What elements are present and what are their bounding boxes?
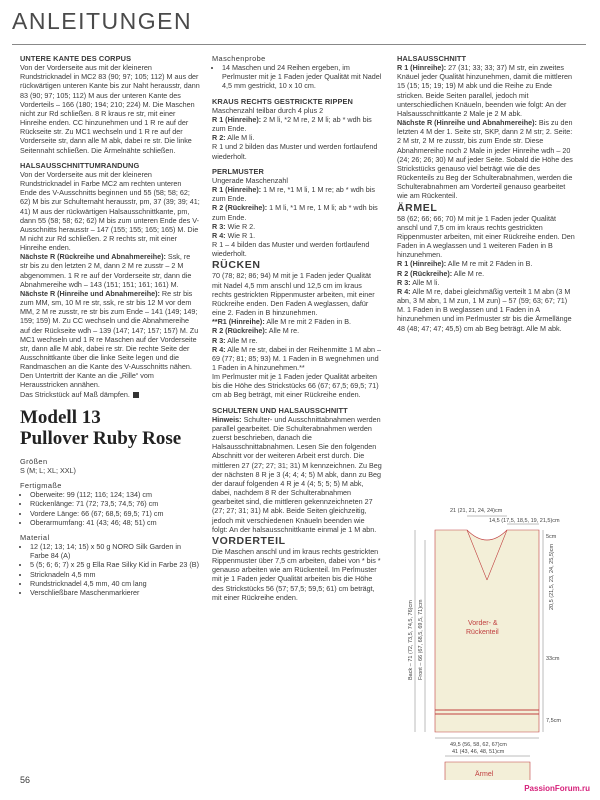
- paragraph: R 1 – 4 bilden das Muster und werden fortlaufend wiederholt.: [212, 239, 370, 259]
- dim-shoulder: 14,5 (17,5, 18,5, 19, 21,5)cm: [489, 518, 560, 524]
- dim-side: 33cm: [546, 656, 560, 662]
- section-title: HALSAUSSCHNITT: [397, 54, 467, 63]
- paragraph: [212, 115, 382, 133]
- model-title: [20, 407, 200, 449]
- row-text: Bis zu den letzten 4 M der 1. Seite str, SKP, dann 2 M str; 2. Seite: 2 M str, 2 M re zusstr, bis zum Ende str. Diese Abnahmereihe noch 2 Male in jeder Hinreihe wdh – 20 (24; 26; 26; 30) M auf jeder Seite. Sobald die Höhe des Strickstücks genauso viel beträgt wie die des Rückenteils zu Beg der Schulterabnahmen, werden die Schulterabnahmen am Vorderteil genauso gearbeitet wie am Rückenteil.: [397, 118, 573, 201]
- row-text: 1 M li, *1 M re, 1 M li; ab * wdh bis zum Ende.: [212, 203, 378, 222]
- material-list: [20, 542, 200, 597]
- list-item: • Oberarmumfang: 41 (43; 46; 48; 51) cm: [30, 518, 200, 527]
- section-title: ÄRMEL: [397, 201, 438, 214]
- dim-top-width: 21 (21, 21, 24, 24)cm: [450, 508, 503, 514]
- end-square-icon: [133, 392, 139, 398]
- row-label: Hinweis:: [212, 414, 242, 424]
- row-text: Alle M re, dabei gleichmäßig verteilt 1 M abn (3 M abn, 3 M abn, 1 M zun, 1 M zun) – 57 (59; 63; 67; 71) M. 1 Faden in B weglassen und 1 Faden in A hinzunehmen und im Perlmuster str bis die Ärmellänge 48 (48; 47; 47; 45,5) cm ab Beg beträgt. Alle M abk.: [397, 286, 572, 333]
- row-label: R 1 (Hinreihe):: [212, 185, 262, 195]
- gauge-list: [212, 63, 382, 90]
- row-label: R 3:: [397, 277, 411, 287]
- row-label: R 3:: [212, 335, 226, 345]
- sizes-text: S (M; L; XL; XXL): [20, 465, 76, 475]
- page-number: 56: [20, 775, 31, 785]
- list-item: • Vordere Länge: 66 (67; 68,5; 69,5; 71) cm: [30, 509, 200, 518]
- column-3: [397, 54, 577, 333]
- row-text: 2 M li, *2 M re, 2 M li; ab * wdh bis zum Ende.: [212, 114, 372, 134]
- section-title: PERLMUSTER: [212, 166, 264, 176]
- paragraph: Maschenzahl teilbar durch 4 plus 2: [212, 105, 324, 115]
- paragraph: Die Maschen anschl und im kraus rechts gestrickten Rippenmuster über 7,5 cm arbeiten, dabei von * bis * genauso arbeiten wie am Rückenteil. Im Perlmuster mit je 1 Faden jeder Qualität arbeiten bis die Höhe des Strickstücks 56 (57; 57,5; 59,5; 61) cm beträgt, mit einer Rückreihe enden.: [212, 546, 381, 602]
- list-item: • 5 (5; 6; 6; 7) x 25 g Ella Rae Silky Kid in Farbe 23 (B): [30, 560, 200, 569]
- row-label: R 2 (Rückreihe):: [212, 203, 268, 213]
- model-title-line: Modell 13: [20, 406, 101, 428]
- row-text: Das Strickstück auf Maß dämpfen.: [20, 389, 130, 399]
- dim-rib: 7,5cm: [546, 718, 561, 724]
- paragraph: R 1 und 2 bilden das Muster und werden fortlaufend wiederholt.: [212, 142, 378, 161]
- list-item: • Verschließbare Maschenmarkierer: [30, 588, 200, 597]
- dim-front-length: Front – 66 (67, 68,5, 69,5, 71)cm: [418, 599, 424, 680]
- dim-back-length: Back – 71 (72, 73,5, 74,5, 76)cm: [408, 600, 414, 680]
- dim-neck-depth: 5cm: [546, 534, 557, 540]
- paragraph: Von der Vorderseite aus mit der kleineren Rundstricknadel in Farbe MC2 am rechten unteren Ende des V-Ausschnitts beginnen und 55 (58; 58; 62; 62) M bis zur Schulternaht herausstr, pm, 37 (39; 39; 41; 41) M aus der rückwärtigen Halsausschnittkante, pm, dann 55 (58; 58; 62; 62) M bis zum unteren Ende des V-Ausschnitts herausstr – 147 (155; 155; 165; 165) M. Die M nicht zur Rd schließen. 2 R rechts str, mit einer Hinreihe enden.: [20, 169, 200, 253]
- paragraph: [20, 252, 200, 289]
- column-1: [20, 54, 200, 597]
- section-title: HALSAUSSCHNITTUMRANDUNG: [20, 160, 140, 170]
- title-divider: [12, 44, 586, 45]
- row-label: R 1 (Hinreihe):: [397, 63, 447, 73]
- paragraph: [212, 133, 382, 142]
- row-text: Ssk, re str bis zu den letzten 2 M, dann 2 M re zusstr – 2 M abgenommen. 1 R re auf der Vorderseite str, dann die Abnahmereihe wdh – 143 (151; 151; 161; 161) M.: [20, 252, 192, 289]
- row-label: Nächste R (Hinreihe und Abnahmereihe):: [397, 118, 537, 128]
- paragraph: [212, 415, 382, 534]
- row-label: R 4:: [212, 344, 226, 354]
- row-text: Alle M li.: [412, 277, 440, 287]
- paragraph: [212, 326, 382, 335]
- paragraph: Im Perlmuster mit je 1 Faden jeder Qualität arbeiten bis die Höhe des Strickstücks 66 (67; 67,5; 69,5; 71) cm ab Beg beträgt, mit einer Rückreihe enden.: [212, 372, 379, 400]
- paragraph: [212, 203, 382, 221]
- material-title: Material: [20, 532, 50, 542]
- dim-bottom-width: 49,5 (56, 58, 62, 67)cm: [450, 742, 507, 748]
- paragraph: [212, 345, 382, 372]
- paragraph: [397, 259, 577, 268]
- section-title: SCHULTERN UND HALSAUSSCHNITT: [212, 405, 348, 415]
- measures-title: Fertigmaße: [20, 481, 62, 491]
- paragraph: 58 (62; 66; 66; 70) M mit je 1 Faden jeder Qualität anschl und 7,5 cm im kraus rechts gestrickten Rippenmuster arbeiten, mit einer Rückreihe enden. Den Faden in A weglassen und 1 weiteren Faden in B hinzunehmen.: [397, 213, 575, 260]
- list-item: • 12 (12; 13; 14; 15) x 50 g NORO Silk Garden in Farbe 84 (A): [30, 542, 200, 560]
- list-item: • Rückenlänge: 71 (72; 73,5; 74,5; 76) cm: [30, 499, 200, 508]
- paragraph: [20, 390, 200, 399]
- row-text: Alle M re str, dabei in der Reihenmitte 1 M abn – 69 (77; 81; 85; 93) M. 1 Faden in B wegnehmen und 1 Faden in A hinzunehmen.**: [212, 344, 382, 372]
- section-title: Maschenprobe: [212, 54, 266, 63]
- paragraph: [397, 118, 577, 200]
- row-label: R 3:: [212, 221, 226, 231]
- dim-sleeve-top: 41 (43, 46, 48, 51)cm: [452, 749, 505, 755]
- paragraph: [397, 269, 577, 278]
- paragraph: [20, 289, 200, 390]
- row-label: R 4:: [397, 286, 411, 296]
- section-title: UNTERE KANTE DES CORPUS: [20, 54, 132, 63]
- row-text: Schulter- und Ausschnittabnahmen werden parallel gearbeitet. Die Schulterabnahmen werden zuerst beschrieben, danach die Halsausschnittabnahmen. Lesen Sie den folgenden Abschnitt vor der weiteren Arbeit erst durch. Die mittleren 27 (27; 27; 31; 31) M kennzeichnen. Zu Beg der nächsten 8 R je 3 (4; 4; 4; 5) M abk, dann zu Beg der darauf folgenden 4 R je 4 (4; 5; 5; 5) M abk, dabei, nachdem 8 R der Schulterabnahmen gearbeitet sind, die mittleren gekennzeichneten 27 (27; 27; 31; 31) M abk. Beide Seiten gleichzeitig, jedoch mit verschiedenen Knäueln beenden wie folgt: An der halsausschnittkante einmal je 1 M abn.: [212, 414, 382, 534]
- paragraph: [397, 63, 577, 118]
- paragraph: 70 (78; 82; 86; 94) M mit je 1 Faden jeder Qualität mit Nadel 4,5 mm anschl und 12,5 cm im kraus rechts gestrickten Rippenmuster arbeiten, mit einer Rückreihe enden. Den Faden A weglassen, dafür eine 2. Faden in B hinzunehmen.: [212, 271, 375, 318]
- list-item: • Stricknadeln 4,5 mm: [30, 570, 200, 579]
- row-label: R 2:: [212, 133, 226, 143]
- schematic-diagram: [390, 500, 590, 780]
- paragraph: Von der Vorderseite aus mit der kleineren Rundstricknadel in MC2 83 (90; 97; 105; 112) M aus der rückwärtigen unteren Kante bis zur Naht herausstr, dann 83 (90; 97; 105; 112) M aus der unteren Kante des Vorderteils – 166 (180; 194; 210; 224) M. Die Maschen nicht zur Rd schließen. 8 R kraus re str, mit einer Hinreihe enden. CC hinzunehmen und 1 R re auf der Rückseite str. Zu MC1 wechseln und 1 R re auf der Vorderseite str, dann alle M abk, dabei re str. Die linke Seitennaht schließen. Die Ärmelnähte schließen.: [20, 63, 200, 155]
- paragraph: [212, 231, 382, 240]
- row-label: Nächste R (Rückreihe und Abnahmereihe):: [20, 252, 166, 262]
- model-title-line: Pullover Ruby Rose: [20, 427, 182, 449]
- sleeve-label: Ärmel: [475, 771, 494, 778]
- section-title: VORDERTEIL: [212, 534, 286, 547]
- row-text: Wie R 2.: [227, 221, 256, 231]
- list-item: • 14 Maschen und 24 Reihen ergeben, im Perlmuster mit je 1 Faden jeder Qualität mit Nadel 4,5 mm gestrickt, 10 x 10 cm.: [222, 63, 382, 90]
- row-text: Alle M re.: [227, 335, 258, 345]
- row-label: R 2 (Rückreihe):: [397, 268, 453, 278]
- page-title: ANLEITUNGEN: [12, 8, 193, 34]
- paragraph: [212, 336, 382, 345]
- row-label: R 2 (Rückreihe):: [212, 326, 268, 336]
- row-label: **R1 (Hinreihe):: [212, 317, 265, 327]
- row-label: R 1 (Hinreihe):: [397, 259, 447, 269]
- body-label: Vorder- &: [468, 620, 498, 627]
- row-text: Alle M re.: [453, 268, 485, 278]
- paragraph: [212, 222, 382, 231]
- paragraph: [212, 185, 382, 203]
- paragraph: Ungerade Maschenzahl: [212, 175, 288, 185]
- row-label: R 1 (Hinreihe):: [212, 114, 262, 124]
- list-item: • Rundstricknadel 4,5 mm, 40 cm lang: [30, 579, 200, 588]
- row-text: 1 M re, *1 M li, 1 M re; ab * wdh bis zum Ende.: [212, 185, 375, 204]
- body-label: Rückenteil: [466, 629, 499, 636]
- footer-watermark: PassionForum.ru: [524, 784, 590, 793]
- row-text: Alle M re.: [268, 326, 300, 336]
- sizes-title: Größen: [20, 456, 48, 466]
- paragraph: [397, 278, 577, 287]
- list-item: • Oberweite: 99 (112; 116; 124; 134) cm: [30, 490, 200, 499]
- row-label: Nächste R (Hinreihe und Abnahmereihe):: [20, 288, 160, 298]
- section-title: KRAUS RECHTS GESTRICKTE RIPPEN: [212, 96, 353, 106]
- paragraph: [212, 317, 382, 326]
- row-text: Alle M re mit 2 Fäden in B.: [447, 259, 533, 269]
- column-2: [212, 54, 382, 602]
- row-text: 27 (31; 33; 33; 37) M str, ein zweites Knäuel jeder Qualität hinzunehmen, damit die mittleren 15 (15; 15; 19; 19) M abk und die Reihe zu Ende stricken. Beide Seiten parallel, jedoch mit unterschiedlichen Knäueln, beenden wie folgt: An der Halsausschnittkante 2 Male je 2 M abk.: [397, 63, 572, 118]
- paragraph: [397, 287, 577, 333]
- row-text: Re str bis zum MM, sm, 10 M re str, ssk, re str bis 12 M vor dem MM, 2 M re zusstr, re str bis zum Ende – 141 (149; 149; 159; 159) M. Zu CC wechseln und die Abnahmereihe auf der Rückseite wdh – 139 (147; 147; 157; 157) M. Zu MC1 wechseln und 1 R re Maschen auf der Vorderseite str, dann alle M abk, dabei re str. Die rechte Seite der Ausschnittkante über die linke Seite legen und die Randmaschen an die Kante des V-Ausschnitts nähen. Den Untertritt der Kante an die „Rille“ vom Herausstricken annähen.: [20, 288, 199, 390]
- row-label: R 4:: [212, 230, 226, 240]
- row-text: Alle M li.: [227, 133, 255, 143]
- row-text: Alle M re mit 2 Fäden in B.: [266, 317, 352, 327]
- section-title: RÜCKEN: [212, 259, 261, 272]
- dim-armhole: 20,5 (21,5, 23, 24, 25,5)cm: [549, 543, 555, 610]
- row-text: Wie R 1.: [227, 230, 256, 240]
- measures-list: [20, 490, 200, 527]
